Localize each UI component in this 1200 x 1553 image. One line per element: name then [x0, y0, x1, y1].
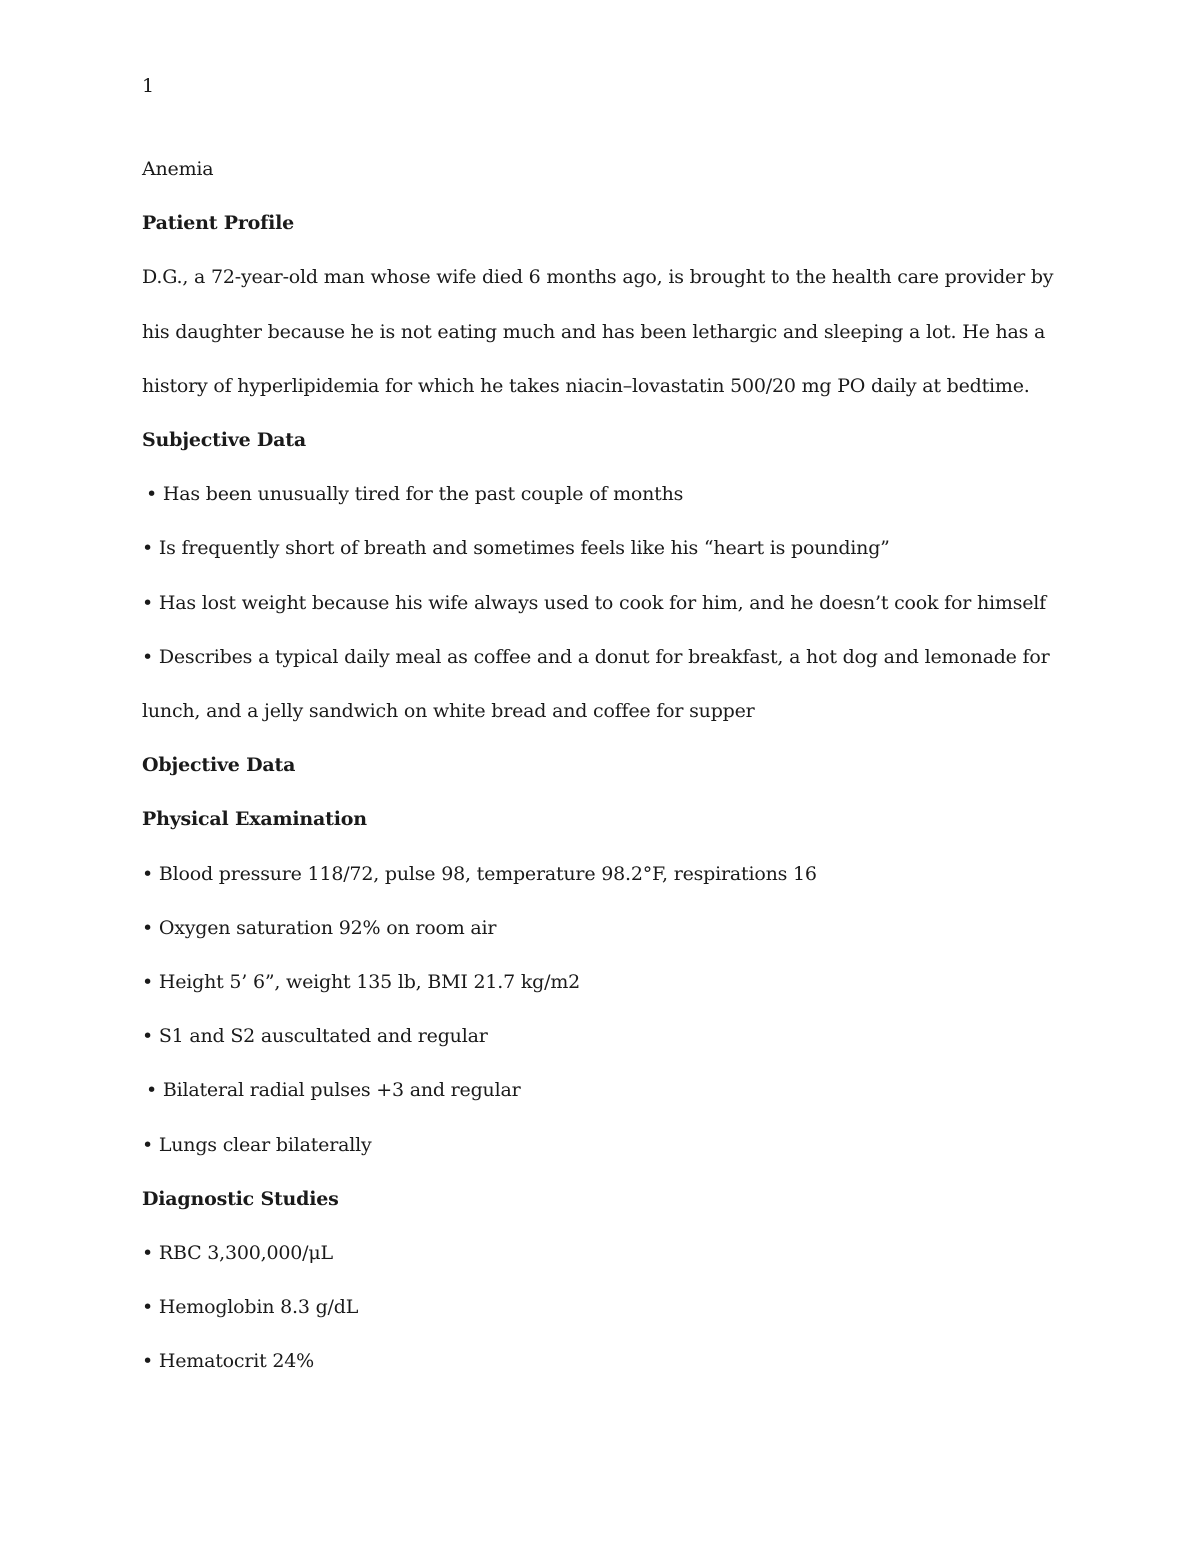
physical-examination-heading: Physical Examination: [142, 808, 367, 831]
subjective-item: • Has lost weight because his wife always used to cook for him, and he doesn’t cook for himself: [142, 591, 1047, 614]
diagnostic-item: • Hematocrit 24%: [142, 1350, 314, 1373]
subjective-data-heading: Subjective Data: [142, 429, 306, 452]
patient-profile-line: his daughter because he is not eating much and has been lethargic and sleeping a lot. He has a: [142, 320, 1046, 343]
page-number: 1: [142, 75, 155, 97]
diagnostic-item: • Hemoglobin 8.3 g/dL: [142, 1296, 359, 1319]
patient-profile-heading: Patient Profile: [142, 212, 295, 235]
subjective-item: • Is frequently short of breath and sometimes feels like his “heart is pounding”: [142, 537, 890, 560]
subjective-item: • Has been unusually tired for the past couple of months: [146, 483, 684, 506]
physical-exam-item: • Oxygen saturation 92% on room air: [142, 916, 497, 939]
subjective-item-continuation: lunch, and a jelly sandwich on white bread and coffee for supper: [142, 700, 755, 723]
physical-exam-item: • Blood pressure 118/72, pulse 98, temperature 98.2°F, respirations 16: [142, 862, 817, 885]
patient-profile-line: history of hyperlipidemia for which he takes niacin–lovastatin 500/20 mg PO daily at bedtime.: [142, 374, 1030, 397]
physical-exam-item: • Height 5’ 6”, weight 135 lb, BMI 21.7 kg/m2: [142, 971, 581, 994]
physical-exam-item: • S1 and S2 auscultated and regular: [142, 1025, 488, 1048]
document-body: [142, 142, 1082, 1389]
subjective-item: • Describes a typical daily meal as coffee and a donut for breakfast, a hot dog and lemonade for: [142, 645, 1050, 668]
document-title: Anemia: [142, 158, 214, 180]
objective-data-heading: Objective Data: [142, 754, 296, 777]
physical-exam-item: • Bilateral radial pulses +3 and regular: [146, 1079, 521, 1102]
physical-exam-item: • Lungs clear bilaterally: [142, 1133, 372, 1156]
patient-profile-line: D.G., a 72-year-old man whose wife died 6 months ago, is brought to the health care provider by: [142, 266, 1054, 289]
diagnostic-studies-heading: Diagnostic Studies: [142, 1187, 339, 1210]
diagnostic-item: • RBC 3,300,000/μL: [142, 1242, 333, 1265]
